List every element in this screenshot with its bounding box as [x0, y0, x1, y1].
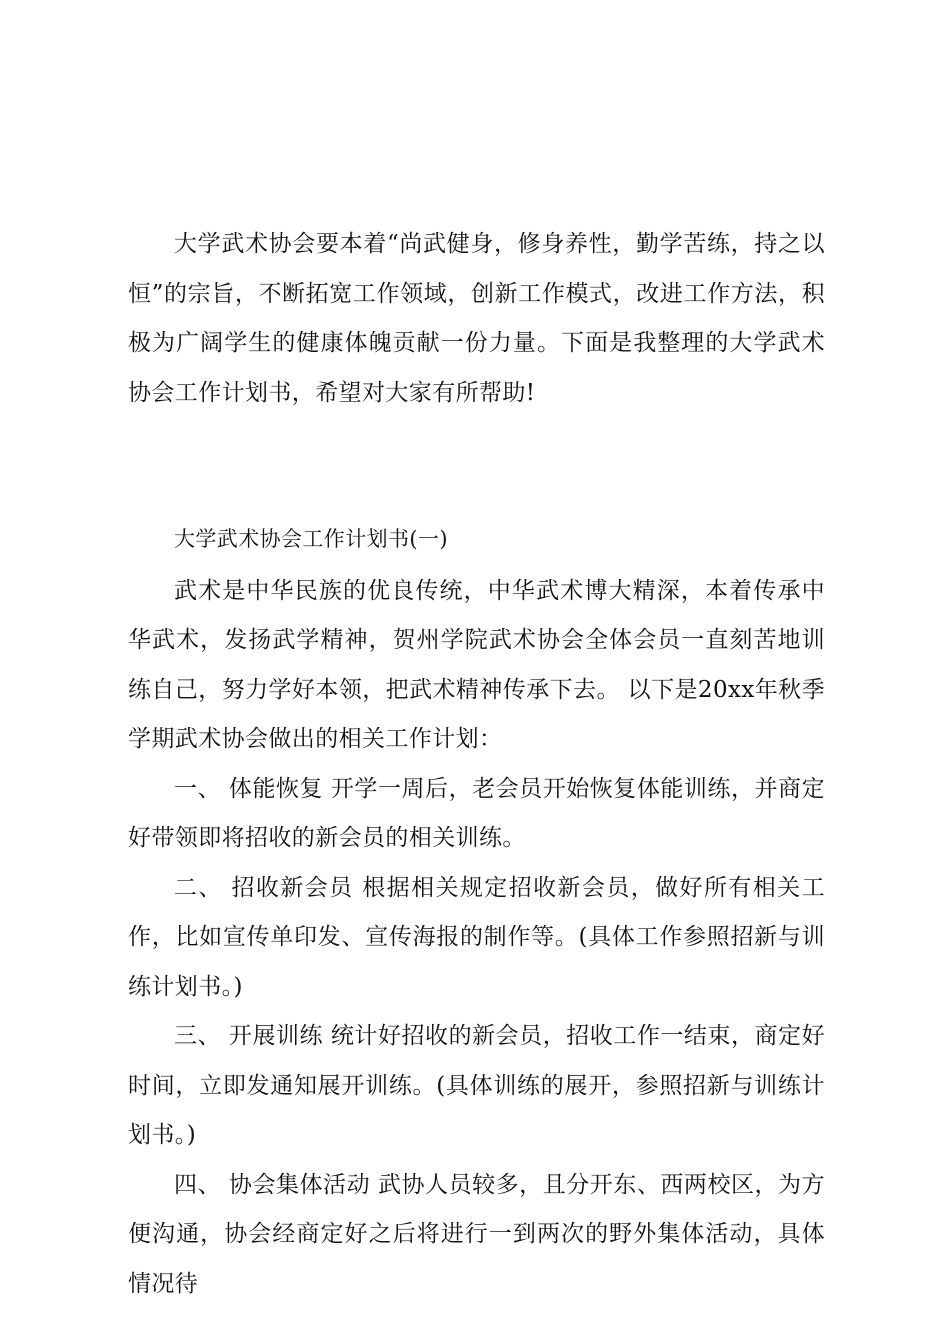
- body-paragraph-1: 武术是中华民族的优良传统，中华武术博大精深，本着传承中华武术，发扬武学精神，贺州学院武术协会全体会员一直刻苦地训练自己，努力学好本领，把武术精神传承下去。 以下是20xx年秋季学期武术协会做出的相关工作计划：: [128, 577, 825, 752]
- document-body: [128, 220, 825, 1309]
- body-paragraph-3: 二、 招收新会员 根据相关规定招收新会员，做好所有相关工作，比如宣传单印发、宣传海报的制作等。(具体工作参照招新与训练计划书。): [128, 874, 825, 1000]
- body-paragraph-4: 三、 开展训练 统计好招收的新会员，招收工作一结束，商定好时间，立即发通知展开训练。(具体训练的展开，参照招新与训练计划书。): [128, 1023, 825, 1148]
- body-paragraph-2: 一、 体能恢复 开学一周后，老会员开始恢复体能训练，并商定好带领即将招收的新会员的相关训练。: [128, 775, 825, 851]
- intro-paragraph: 大学武术协会要本着“尚武健身，修身养性，勤学苦练，持之以恒”的宗旨，不断拓宽工作领域，创新工作模式，改进工作方法，积极为广阔学生的健康体魄贡献一份力量。下面是我整理的大学武术协会工作计划书，希望对大家有所帮助!: [128, 231, 825, 406]
- section-title: 大学武术协会工作计划书(一): [174, 527, 448, 551]
- body-paragraph-5: 四、 协会集体活动 武协人员较多，且分开东、西两校区，为方便沟通，协会经商定好之后将进行一到两次的野外集体活动，具体情况待: [128, 1171, 825, 1297]
